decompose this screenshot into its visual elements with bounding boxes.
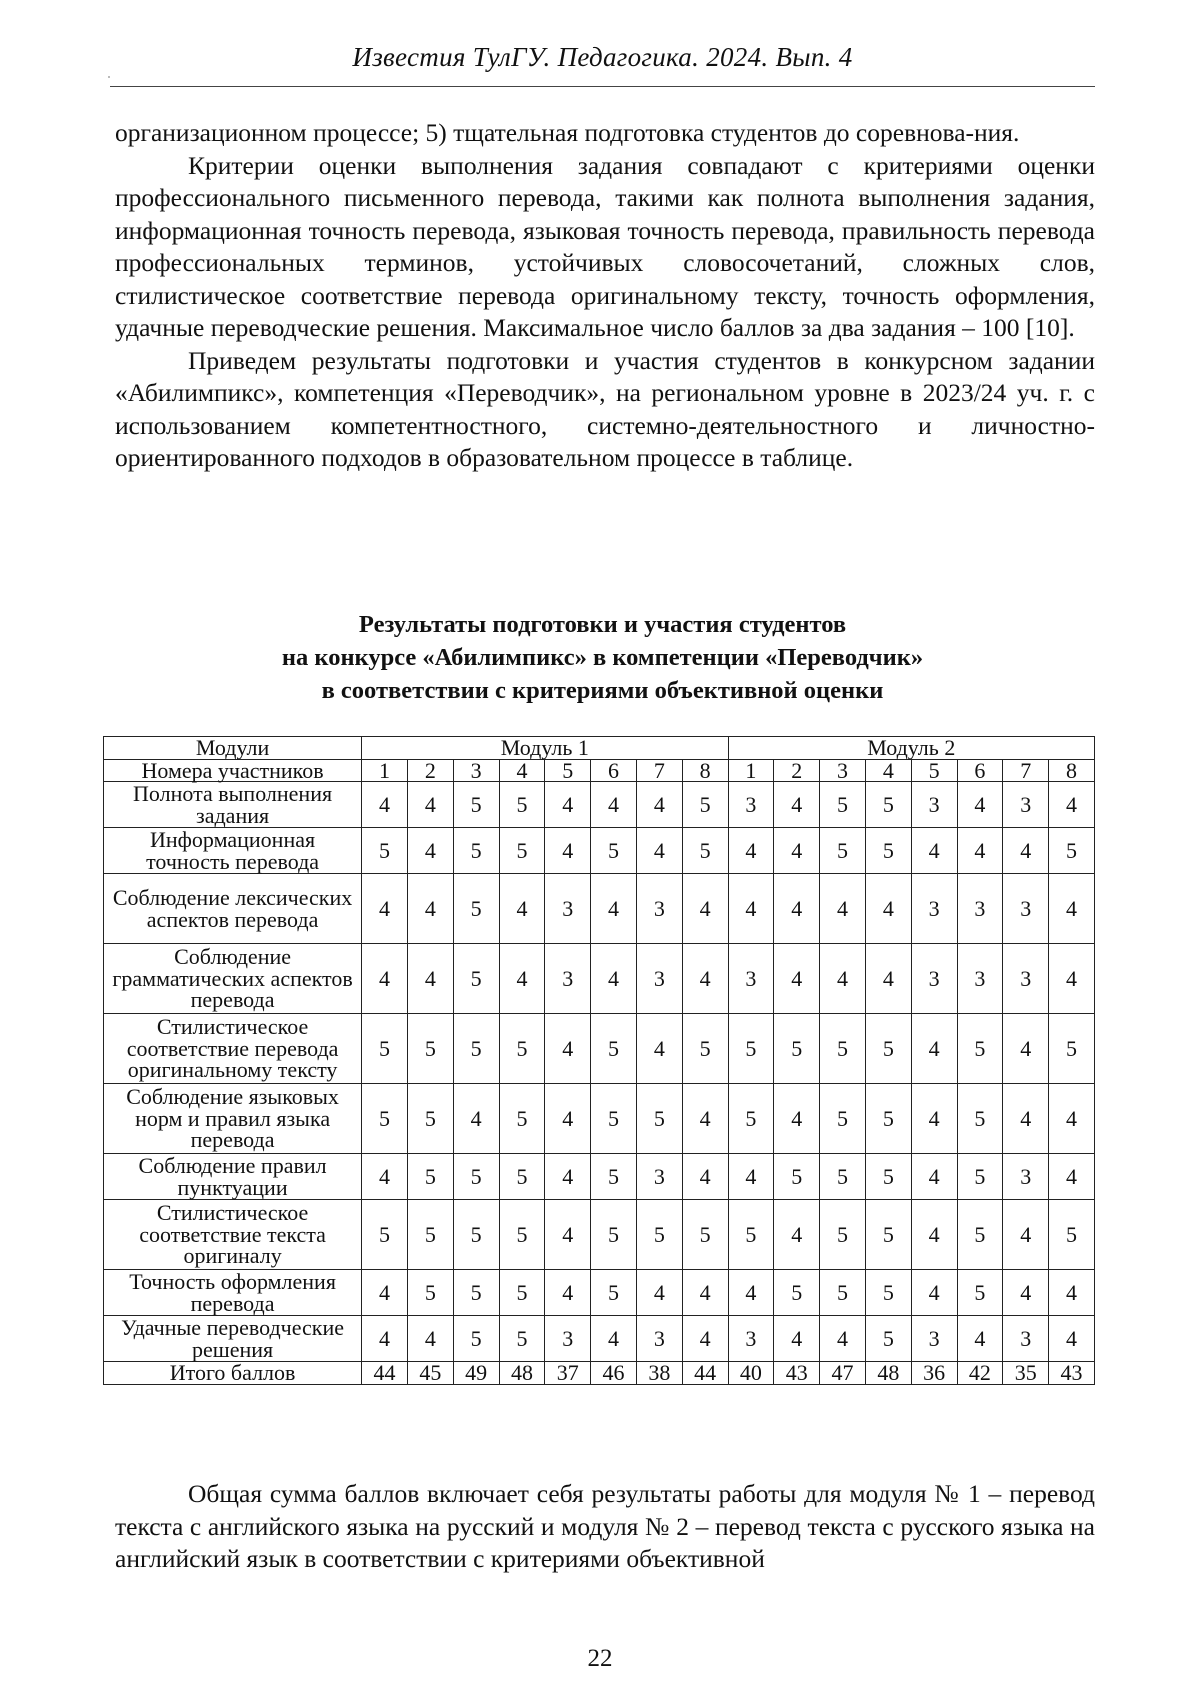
total-score-cell: 48 — [499, 1362, 545, 1385]
participant-number: 4 — [499, 759, 545, 782]
score-cell: 4 — [1049, 1316, 1095, 1362]
participant-number: 6 — [591, 759, 637, 782]
score-cell: 5 — [1049, 1200, 1095, 1270]
score-cell: 4 — [865, 944, 911, 1014]
criterion-label: Соблюдение грамматических аспектов перевода — [104, 944, 362, 1014]
score-cell: 5 — [682, 828, 728, 874]
module-2-header: Модуль 2 — [728, 737, 1094, 760]
total-score-cell: 43 — [774, 1362, 820, 1385]
participant-number: 1 — [728, 759, 774, 782]
criterion-label: Удачные переводческие решения — [104, 1316, 362, 1362]
score-cell: 4 — [1049, 782, 1095, 828]
score-cell: 5 — [591, 1270, 637, 1316]
score-cell: 4 — [362, 782, 408, 828]
score-cell: 4 — [911, 1014, 957, 1084]
participant-number: 8 — [682, 759, 728, 782]
score-cell: 5 — [453, 1270, 499, 1316]
score-cell: 4 — [728, 874, 774, 944]
score-cell: 4 — [591, 874, 637, 944]
score-cell: 4 — [636, 782, 682, 828]
score-cell: 3 — [1003, 782, 1049, 828]
score-cell: 4 — [1003, 1200, 1049, 1270]
total-score-cell: 47 — [820, 1362, 866, 1385]
score-cell: 5 — [407, 1014, 453, 1084]
score-cell: 4 — [636, 1014, 682, 1084]
criterion-row — [104, 1084, 1095, 1154]
score-cell: 5 — [407, 1084, 453, 1154]
score-cell: 4 — [545, 1270, 591, 1316]
criterion-label: Соблюдение правил пунктуации — [104, 1154, 362, 1200]
score-cell: 3 — [1003, 944, 1049, 1014]
scan-mark — [108, 76, 110, 78]
score-cell: 4 — [591, 782, 637, 828]
score-cell: 4 — [728, 828, 774, 874]
score-cell: 5 — [636, 1084, 682, 1154]
total-row — [104, 1362, 1095, 1385]
score-cell: 5 — [591, 1154, 637, 1200]
score-cell: 5 — [499, 1154, 545, 1200]
score-cell: 4 — [1003, 1270, 1049, 1316]
table-title-line: на конкурсе «Абилимпикс» в компетенции «Переводчик» — [281, 644, 924, 671]
results-table — [103, 736, 1095, 1385]
score-cell: 5 — [957, 1270, 1003, 1316]
table-header-row — [104, 737, 1095, 760]
score-cell: 3 — [911, 874, 957, 944]
total-score-cell: 36 — [911, 1362, 957, 1385]
score-cell: 3 — [957, 874, 1003, 944]
criterion-row — [104, 1316, 1095, 1362]
score-cell: 4 — [820, 1316, 866, 1362]
score-cell: 5 — [499, 1084, 545, 1154]
total-score-cell: 37 — [545, 1362, 591, 1385]
score-cell: 5 — [865, 1200, 911, 1270]
participant-number: 1 — [362, 759, 408, 782]
score-cell: 5 — [865, 828, 911, 874]
score-cell: 3 — [1003, 874, 1049, 944]
score-cell: 4 — [820, 874, 866, 944]
score-cell: 4 — [407, 944, 453, 1014]
score-cell: 5 — [774, 1270, 820, 1316]
score-cell: 4 — [407, 1316, 453, 1362]
criterion-row — [104, 1154, 1095, 1200]
participant-number: 4 — [865, 759, 911, 782]
score-cell: 5 — [774, 1014, 820, 1084]
criterion-row — [104, 1270, 1095, 1316]
participant-number: 8 — [1049, 759, 1095, 782]
score-cell: 5 — [957, 1200, 1003, 1270]
score-cell: 4 — [728, 1270, 774, 1316]
score-cell: 3 — [957, 944, 1003, 1014]
score-cell: 3 — [728, 1316, 774, 1362]
criterion-label: Информационная точность перевода — [104, 828, 362, 874]
score-cell: 5 — [820, 1084, 866, 1154]
score-cell: 4 — [499, 874, 545, 944]
score-cell: 5 — [682, 782, 728, 828]
score-cell: 5 — [591, 828, 637, 874]
criterion-label: Стилистическое соответствие перевода оригинальному тексту — [104, 1014, 362, 1084]
score-cell: 3 — [911, 782, 957, 828]
score-cell: 4 — [911, 828, 957, 874]
score-cell: 5 — [1049, 1014, 1095, 1084]
score-cell: 4 — [545, 1014, 591, 1084]
criterion-label: Полнота выполнения задания — [104, 782, 362, 828]
score-cell: 4 — [682, 874, 728, 944]
score-cell: 4 — [682, 944, 728, 1014]
score-cell: 4 — [911, 1200, 957, 1270]
score-cell: 4 — [407, 828, 453, 874]
criterion-label: Стилистическое соответствие текста оригиналу — [104, 1200, 362, 1270]
score-cell: 4 — [774, 874, 820, 944]
score-cell: 4 — [499, 944, 545, 1014]
score-cell: 4 — [1049, 874, 1095, 944]
score-cell: 5 — [591, 1014, 637, 1084]
score-cell: 5 — [499, 1316, 545, 1362]
score-cell: 5 — [362, 828, 408, 874]
total-score-cell: 46 — [591, 1362, 637, 1385]
score-cell: 5 — [591, 1084, 637, 1154]
score-cell: 3 — [636, 944, 682, 1014]
score-cell: 4 — [407, 874, 453, 944]
total-score-cell: 44 — [682, 1362, 728, 1385]
score-cell: 5 — [682, 1200, 728, 1270]
table-title — [110, 608, 1095, 707]
score-cell: 5 — [728, 1200, 774, 1270]
score-cell: 4 — [1003, 828, 1049, 874]
score-cell: 4 — [911, 1084, 957, 1154]
score-cell: 5 — [453, 1014, 499, 1084]
score-cell: 4 — [1003, 1084, 1049, 1154]
score-cell: 5 — [499, 1014, 545, 1084]
score-cell: 5 — [453, 874, 499, 944]
score-cell: 5 — [820, 1200, 866, 1270]
score-cell: 4 — [957, 828, 1003, 874]
score-cell: 5 — [1049, 828, 1095, 874]
score-cell: 5 — [820, 1270, 866, 1316]
score-cell: 4 — [911, 1270, 957, 1316]
score-cell: 4 — [1049, 1154, 1095, 1200]
score-cell: 3 — [728, 782, 774, 828]
score-cell: 4 — [591, 944, 637, 1014]
score-cell: 5 — [499, 782, 545, 828]
total-score-cell: 43 — [1049, 1362, 1095, 1385]
score-cell: 3 — [636, 1316, 682, 1362]
criterion-row — [104, 828, 1095, 874]
participant-number: 6 — [957, 759, 1003, 782]
score-cell: 4 — [774, 782, 820, 828]
score-cell: 3 — [545, 874, 591, 944]
participant-number: 3 — [453, 759, 499, 782]
score-cell: 4 — [774, 1316, 820, 1362]
score-cell: 5 — [499, 1270, 545, 1316]
score-cell: 5 — [591, 1200, 637, 1270]
score-cell: 4 — [407, 782, 453, 828]
score-cell: 4 — [362, 1154, 408, 1200]
intro-text — [115, 117, 1095, 475]
score-cell: 5 — [362, 1200, 408, 1270]
score-cell: 5 — [362, 1084, 408, 1154]
score-cell: 4 — [682, 1084, 728, 1154]
criterion-row — [104, 782, 1095, 828]
running-header: Известия ТулГУ. Педагогика. 2024. Вып. 4 — [352, 42, 853, 72]
score-cell: 4 — [774, 944, 820, 1014]
table-title-line: в соответствии с критериями объективной оценки — [321, 677, 884, 704]
score-cell: 3 — [1003, 1316, 1049, 1362]
participant-number: 2 — [774, 759, 820, 782]
total-score-cell: 45 — [407, 1362, 453, 1385]
paragraph-total-explanation: Общая сумма баллов включает себя результаты работы для модуля № 1 – перевод текста с английского языка на русский и модуля № 2 – перевод текста с русского языка на английский язык в соответствии с критериями объективной — [115, 1479, 1095, 1573]
score-cell: 3 — [1003, 1154, 1049, 1200]
score-cell: 4 — [728, 1154, 774, 1200]
score-cell: 5 — [453, 944, 499, 1014]
table-title-line: Результаты подготовки и участия студентов — [358, 611, 847, 638]
participant-number: 5 — [911, 759, 957, 782]
score-cell: 4 — [682, 1316, 728, 1362]
score-cell: 5 — [820, 1014, 866, 1084]
total-score-cell: 42 — [957, 1362, 1003, 1385]
score-cell: 5 — [865, 1084, 911, 1154]
score-cell: 4 — [774, 828, 820, 874]
page-number: 22 — [587, 1645, 613, 1672]
score-cell: 4 — [545, 782, 591, 828]
paragraph-continuation: организационном процессе; 5) тщательная подготовка студентов до соревнова-ния. — [115, 118, 1020, 147]
score-cell: 5 — [682, 1014, 728, 1084]
participants-row — [104, 759, 1095, 782]
score-cell: 5 — [774, 1154, 820, 1200]
modules-header: Модули — [104, 737, 362, 760]
score-cell: 5 — [957, 1014, 1003, 1084]
score-cell: 4 — [545, 828, 591, 874]
criterion-row — [104, 1014, 1095, 1084]
criterion-row — [104, 944, 1095, 1014]
score-cell: 5 — [820, 828, 866, 874]
score-cell: 5 — [957, 1084, 1003, 1154]
score-cell: 3 — [911, 944, 957, 1014]
score-cell: 5 — [957, 1154, 1003, 1200]
score-cell: 5 — [407, 1200, 453, 1270]
total-score-cell: 44 — [362, 1362, 408, 1385]
score-cell: 4 — [545, 1084, 591, 1154]
total-label: Итого баллов — [104, 1362, 362, 1385]
score-cell: 5 — [453, 1316, 499, 1362]
criterion-label: Соблюдение языковых норм и правил языка перевода — [104, 1084, 362, 1154]
score-cell: 4 — [682, 1270, 728, 1316]
score-cell: 4 — [1003, 1014, 1049, 1084]
score-cell: 5 — [820, 1154, 866, 1200]
participant-number: 2 — [407, 759, 453, 782]
total-score-cell: 40 — [728, 1362, 774, 1385]
score-cell: 5 — [407, 1270, 453, 1316]
score-cell: 4 — [1049, 944, 1095, 1014]
score-cell: 5 — [865, 782, 911, 828]
total-score-cell: 49 — [453, 1362, 499, 1385]
participant-number: 7 — [1003, 759, 1049, 782]
criterion-row — [104, 1200, 1095, 1270]
total-score-cell: 35 — [1003, 1362, 1049, 1385]
module-1-header: Модуль 1 — [362, 737, 728, 760]
total-score-cell: 38 — [636, 1362, 682, 1385]
score-cell: 4 — [957, 1316, 1003, 1362]
score-cell: 4 — [362, 1270, 408, 1316]
criterion-label: Соблюдение лексических аспектов перевода — [104, 874, 362, 944]
paragraph-criteria: Критерии оценки выполнения задания совпадают с критериями оценки профессионального письменного перевода, такими как полнота выполнения задания, информационная точность перевода, языковая точность перевода, правильность перевода профессиональных терминов, устойчивых словосочетаний, сложных слов, стилистическое соответствие перевода оригинальному тексту, точность оформления, удачные переводческие решения. Максимальное число баллов за два задания – 100 [10]. — [115, 150, 1095, 342]
score-cell: 3 — [545, 944, 591, 1014]
score-cell: 3 — [636, 874, 682, 944]
score-cell: 3 — [728, 944, 774, 1014]
participant-number: 7 — [636, 759, 682, 782]
score-cell: 5 — [865, 1154, 911, 1200]
score-cell: 4 — [865, 874, 911, 944]
total-score-cell: 48 — [865, 1362, 911, 1385]
score-cell: 5 — [499, 1200, 545, 1270]
score-cell: 4 — [820, 944, 866, 1014]
score-cell: 4 — [591, 1316, 637, 1362]
score-cell: 4 — [774, 1200, 820, 1270]
score-cell: 4 — [1049, 1270, 1095, 1316]
score-cell: 3 — [911, 1316, 957, 1362]
score-cell: 4 — [636, 1270, 682, 1316]
score-cell: 4 — [453, 1084, 499, 1154]
score-cell: 5 — [453, 828, 499, 874]
score-cell: 4 — [362, 944, 408, 1014]
score-cell: 4 — [911, 1154, 957, 1200]
participant-number: 3 — [820, 759, 866, 782]
score-cell: 5 — [499, 828, 545, 874]
participants-header: Номера участников — [104, 759, 362, 782]
participant-number: 5 — [545, 759, 591, 782]
score-cell: 4 — [682, 1154, 728, 1200]
score-cell: 5 — [407, 1154, 453, 1200]
criterion-label: Точность оформления перевода — [104, 1270, 362, 1316]
score-cell: 5 — [453, 1200, 499, 1270]
results-table-body — [104, 737, 1095, 1385]
paragraph-results-intro: Приведем результаты подготовки и участия студентов в конкурсном задании «Абилимпикс», компетенция «Переводчик», на региональном уровне в 2023/24 уч. г. с использованием компетентностного, системно-деятельностного и личностно-ориентированного подходов в образовательном процессе в таблице. — [115, 345, 1095, 472]
score-cell: 4 — [636, 828, 682, 874]
score-cell: 3 — [545, 1316, 591, 1362]
score-cell: 4 — [545, 1200, 591, 1270]
score-cell: 4 — [774, 1084, 820, 1154]
score-cell: 5 — [728, 1084, 774, 1154]
score-cell: 4 — [545, 1154, 591, 1200]
score-cell: 5 — [865, 1316, 911, 1362]
score-cell: 5 — [820, 782, 866, 828]
score-cell: 5 — [865, 1270, 911, 1316]
score-cell: 5 — [362, 1014, 408, 1084]
score-cell: 4 — [1049, 1084, 1095, 1154]
score-cell: 5 — [453, 1154, 499, 1200]
score-cell: 3 — [636, 1154, 682, 1200]
score-cell: 4 — [362, 1316, 408, 1362]
score-cell: 5 — [728, 1014, 774, 1084]
score-cell: 4 — [957, 782, 1003, 828]
header-rule — [110, 86, 1095, 87]
score-cell: 5 — [865, 1014, 911, 1084]
score-cell: 5 — [636, 1200, 682, 1270]
score-cell: 5 — [453, 782, 499, 828]
criterion-row — [104, 874, 1095, 944]
score-cell: 4 — [362, 874, 408, 944]
